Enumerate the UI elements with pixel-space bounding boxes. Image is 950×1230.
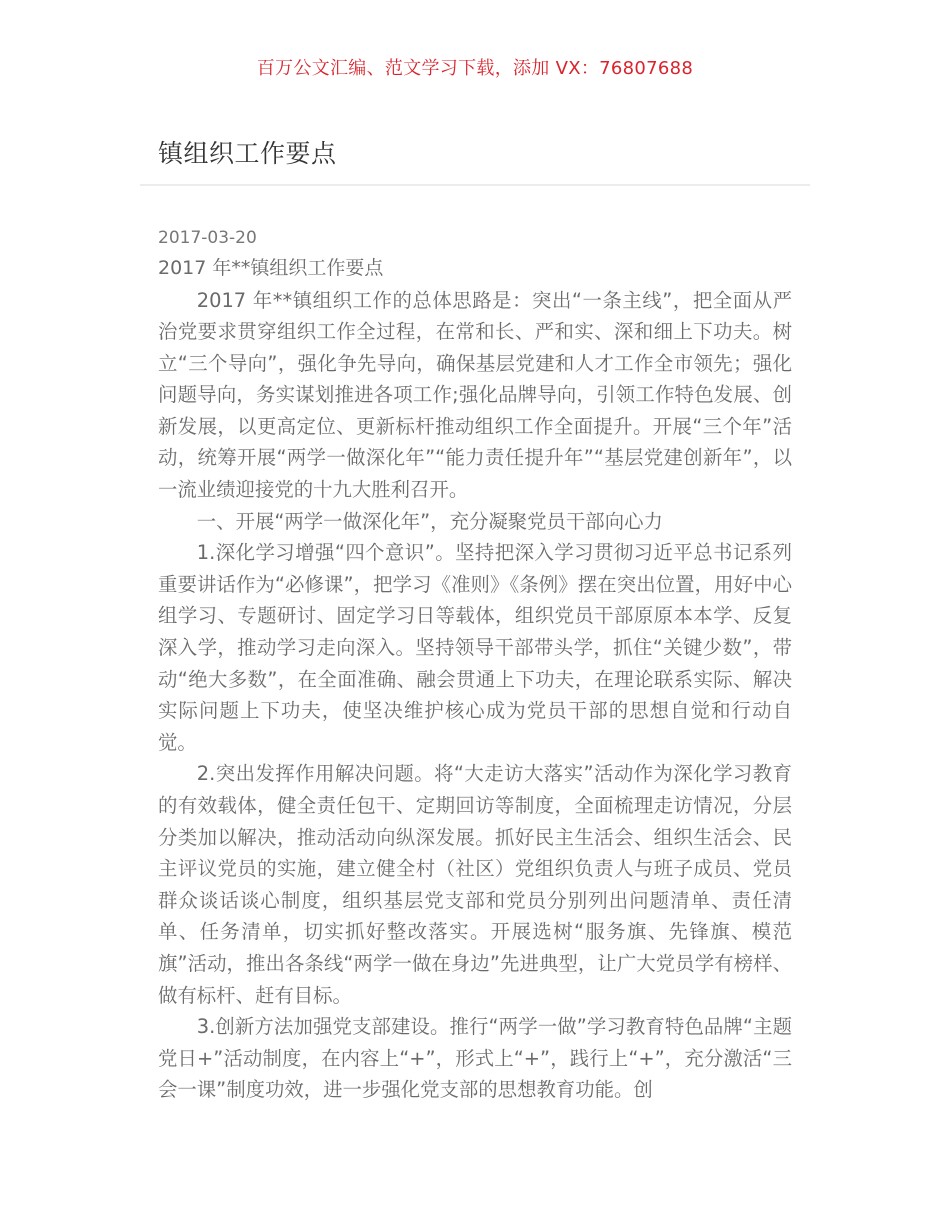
- paragraph-intro: 2017 年**镇组织工作的总体思路是：突出“一条主线”，把全面从严治党要求贯穿组织工作全过程，在常和长、严和实、深和细上下功夫。树立“三个导向”，强化争先导向，确保基层党建和人才工作全市领先；强化问题导向，务实谋划推进各项工作;强化品牌导向，引领工作特色发展、创新发展，以更高定位、更新标杆推动组织工作全面提升。开展“三个年”活动，统筹开展“两学一做深化年”“能力责任提升年”“基层党建创新年”，以一流业绩迎接党的十九大胜利召开。: [158, 288, 792, 502]
- article-subtitle: 2017 年**镇组织工作要点: [158, 257, 384, 279]
- title-divider: [140, 184, 810, 186]
- paragraph-item-3: 3.创新方法加强党支部建设。推行“两学一做”学习教育特色品牌“主题党日+”活动制度，在内容上“+”，形式上“+”，践行上“+”，充分激活“三会一课”制度功效，进一步强化党支部的思想教育功能。创: [158, 1015, 792, 1102]
- paragraph-item-1: 1.深化学习增强“四个意识”。坚持把深入学习贯彻习近平总书记系列重要讲话作为“必修课”，把学习《准则》《条例》摆在突出位置，用好中心组学习、专题研讨、固定学习日等载体，组织党员干部原原本本学、反复深入学，推动学习走向深入。坚持领导干部带头学，抓住“关键少数”，带动“绝大多数”，在全面准确、融会贯通上下功夫，在理论联系实际、解决实际问题上下功夫，使坚决维护核心成为党员干部的思想自觉和行动自觉。: [158, 541, 792, 754]
- paragraph-item-2: 2.突出发挥作用解决问题。将“大走访大落实”活动作为深化学习教育的有效载体，健全责任包干、定期回访等制度，全面梳理走访情况，分层分类加以解决，推动活动向纵深发展。抓好民主生活会、组织生活会、民主评议党员的实施，建立健全村（社区）党组织负责人与班子成员、党员群众谈话谈心制度，组织基层党支部和党员分别列出问题清单、责任清单、任务清单，切实抓好整改落实。开展选树“服务旗、先锋旗、模范旗”活动，推出各条线“两学一做在身边”先进典型，让广大党员学有榜样、做有标杆、赶有目标。: [158, 762, 792, 1007]
- page-title: 镇组织工作要点: [158, 139, 337, 168]
- publish-date: 2017-03-20: [158, 228, 257, 248]
- section-heading-1: 一、开展“两学一做深化年”，充分凝聚党员干部向心力: [196, 509, 663, 533]
- article-body: [158, 223, 792, 1106]
- promo-banner: 百万公文汇编、范文学习下载，添加 VX：76807688: [256, 58, 694, 79]
